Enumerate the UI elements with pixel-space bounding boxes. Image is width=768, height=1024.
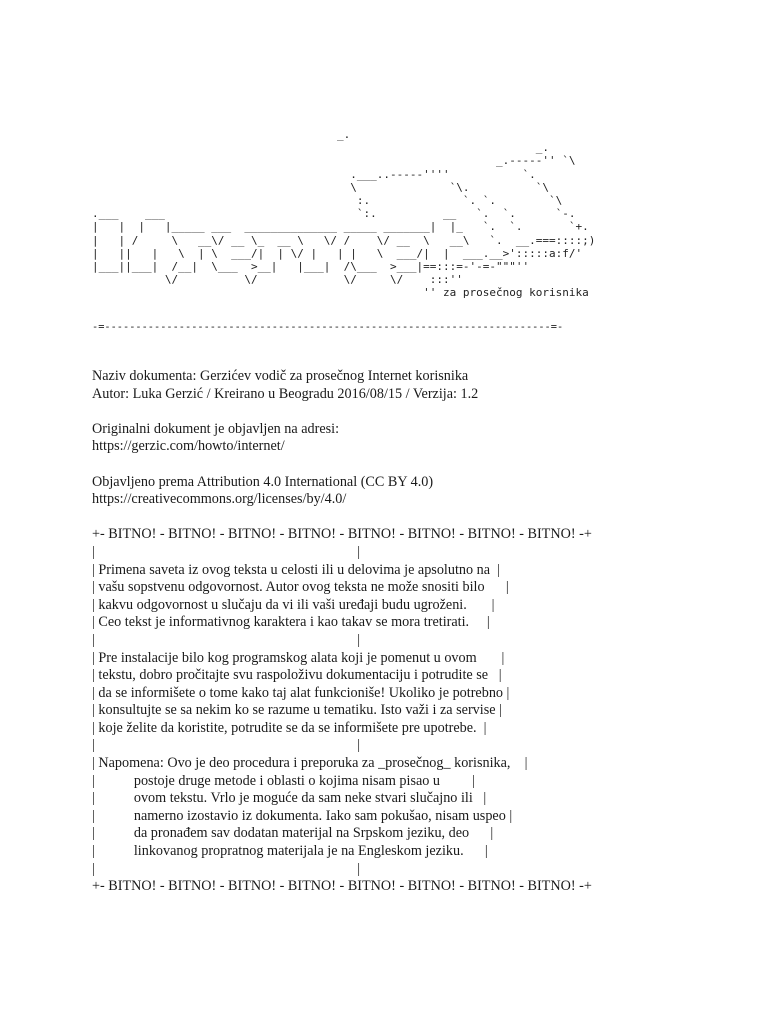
spacer <box>92 509 712 527</box>
warning-text-line: | da se informišete o tome kako taj alat funkcioniše! Ukoliko je potrebno | <box>92 684 510 701</box>
note-text-line: | ovom tekstu. Vrlo je moguće da sam neke stvari slučajno ili | <box>92 790 487 807</box>
note-text-line: | da pronađem sav dodatan materijal na Srpskom jeziku, deo | <box>92 825 494 842</box>
warning-text-line: | Pre instalacije bilo kog programskog alata koji je pomenut u ovom | <box>92 649 505 666</box>
note-text-line: | postoje druge metode i oblasti o kojima nisam pisao u | <box>92 772 475 789</box>
note-text-line: | namerno izostavio iz dokumenta. Iako sam pokušao, nisam uspeo | <box>92 807 513 824</box>
warning-box-empty-row: | | <box>92 860 361 877</box>
warning-text-line: | tekstu, dobro pročitajte svu raspoloživu dokumentaciju i potrudite se | <box>92 667 502 684</box>
warning-text-line: | vašu sopstvenu odgovornost. Autor ovog teksta ne može snositi bilo | <box>92 579 509 596</box>
warning-box-empty-row: | | <box>92 543 361 560</box>
warning-text-line: | kakvu odgovornost u slučaju da vi ili vaši uređaji budu ugroženi. | <box>92 596 495 613</box>
warning-text-line: | konsultujte se sa nekim ko se razume u tematiku. Isto važi i za servise | <box>92 702 502 719</box>
document-body <box>92 368 712 896</box>
spacer <box>92 403 712 421</box>
document-title-line: Naziv dokumenta: Gerzićev vodič za prosečnog Internet korisnika <box>92 368 469 384</box>
ascii-art-banner: _. _. _.-----'' `\ .___..-----'''' `. \ `\. `\ :. `. `. `\ .___ ___ `:. __ `. `. `-. | | | |_____ ___ ______________ _____ _______| |_ `. `. `+. | | / \ __\/ __ \_ __ \ \/ / \/ __ \ __\ `. __.===::::;) | || | \ | \ ___/| | \/ | | | \ ___/| | ___.__>':::::a:f/' |___||___| /__| \___ >__| |___| /\___ >___|==:::=-'-=-"""'' \/ \/ \/ \/ :::'' '' za prosečnog korisnika <box>92 128 596 300</box>
separator-line: -=------------------------------------------------------------------------=- <box>92 321 564 333</box>
source-intro: Originalni dokument je objavljen na adresi: <box>92 420 340 437</box>
license-url-link[interactable]: https://creativecommons.org/licenses/by/4.0/ <box>92 491 347 508</box>
note-text-line: | Napomena: Ovo je deo procedura i preporuka za _prosečnog_ korisnika, | <box>92 755 528 772</box>
warning-box <box>92 526 712 895</box>
source-url-link[interactable]: https://gerzic.com/howto/internet/ <box>92 438 285 455</box>
license-name: Objavljeno prema Attribution 4.0 International (CC BY 4.0) <box>92 473 434 490</box>
warning-text-line: | Primena saveta iz ovog teksta u celosti ili u delovima je apsolutno na | <box>92 561 500 578</box>
warning-box-top-border: +- BITNO! - BITNO! - BITNO! - BITNO! - BITNO! - BITNO! - BITNO! - BITNO! -+ <box>92 526 592 543</box>
warning-box-bottom-border: +- BITNO! - BITNO! - BITNO! - BITNO! - BITNO! - BITNO! - BITNO! - BITNO! -+ <box>92 878 592 895</box>
spacer <box>92 456 712 474</box>
warning-text-line: | koje želite da koristite, potrudite se da se informišete pre upotrebe. | <box>92 719 487 736</box>
warning-box-empty-row: | | <box>92 737 361 754</box>
note-text-line: | linkovanog propratnog materijala je na Engleskom jeziku. | <box>92 843 488 860</box>
warning-box-empty-row: | | <box>92 631 361 648</box>
warning-text-line: | Ceo tekst je informativnog karaktera i kao takav se mora tretirati. | <box>92 614 490 631</box>
document-author-line: Autor: Luka Gerzić / Kreirano u Beogradu 2016/08/15 / Verzija: 1.2 <box>92 385 479 402</box>
